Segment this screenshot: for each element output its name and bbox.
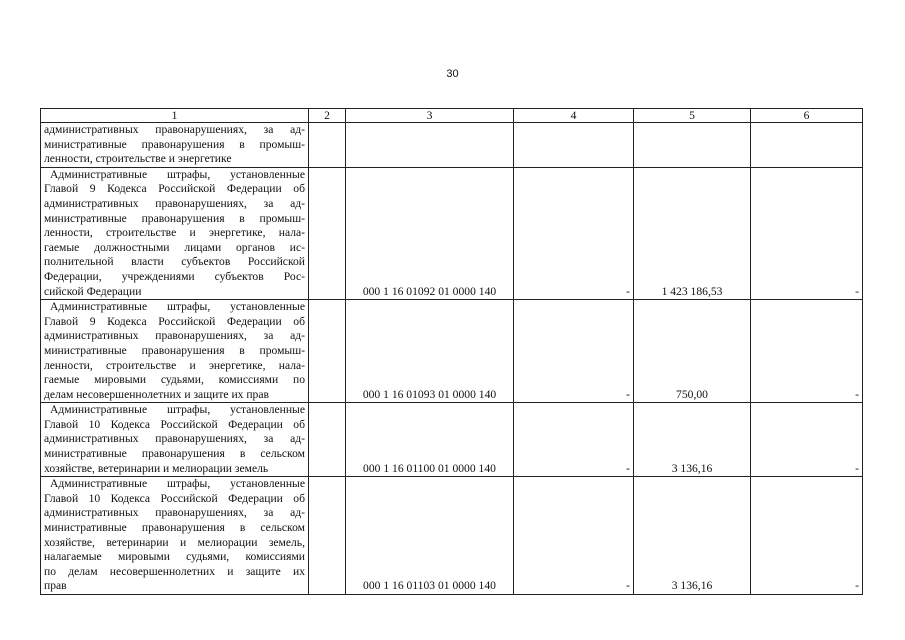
description-line: ленности, строительстве и энергетике, нала- — [44, 226, 305, 240]
table-row — [41, 300, 863, 403]
description-line: хозяйстве, ветеринарии и мелиорации земель, — [44, 535, 305, 549]
description-cell — [41, 403, 309, 477]
description-line: ленности, строительстве и энергетике — [44, 152, 232, 166]
description-line: Административные штрафы, установленные — [50, 167, 305, 181]
amount-cell: 1 423 186,53 — [634, 167, 751, 299]
description-line: хозяйстве, ветеринарии и мелиорации земель — [44, 461, 269, 475]
description-cell — [41, 123, 309, 168]
table-row — [41, 167, 863, 299]
description-line: Федерации, учреждениями субъектов Рос- — [44, 269, 305, 283]
description-line: по делам несовершеннолетних и защите их — [44, 564, 305, 578]
description-line: гаемые должностными лицами органов ис- — [44, 240, 305, 254]
description-line: сийской Федерации — [44, 284, 142, 298]
table-row — [41, 123, 863, 168]
description-line: административных правонарушениях, за ад- — [44, 196, 305, 210]
col2-cell — [309, 123, 346, 168]
column-header: 5 — [634, 109, 751, 123]
amount-cell: 3 136,16 — [634, 403, 751, 477]
description-line: министративные правонарушения в промыш- — [44, 211, 305, 225]
table-header-row — [41, 109, 863, 123]
description-line: гаемые мировыми судьями, комиссиями по — [44, 373, 305, 387]
col4-cell — [514, 123, 634, 168]
description-line: ленности, строительстве и энергетике, нала- — [44, 358, 305, 372]
col2-cell — [309, 167, 346, 299]
column-header: 4 — [514, 109, 634, 123]
col2-cell — [309, 300, 346, 403]
description-line: министративные правонарушения в сельском — [44, 447, 305, 461]
description-cell — [41, 477, 309, 595]
col6-cell: - — [751, 167, 863, 299]
column-header: 6 — [751, 109, 863, 123]
column-header: 1 — [41, 109, 309, 123]
col4-cell: - — [514, 300, 634, 403]
description-cell — [41, 300, 309, 403]
description-line: министративные правонарушения в промыш- — [44, 137, 305, 151]
table-row — [41, 403, 863, 477]
description-line: министративные правонарушения в сельском — [44, 521, 305, 535]
description-line: налагаемые мировыми судьями, комиссиями — [44, 550, 305, 564]
code-cell: 000 1 16 01092 01 0000 140 — [346, 167, 514, 299]
code-cell: 000 1 16 01100 01 0000 140 — [346, 403, 514, 477]
code-cell — [346, 123, 514, 168]
description-line: прав — [44, 579, 67, 593]
revenue-table — [40, 108, 863, 595]
col6-cell — [751, 123, 863, 168]
code-cell: 000 1 16 01103 01 0000 140 — [346, 477, 514, 595]
amount-cell: 3 136,16 — [634, 477, 751, 595]
amount-cell: 750,00 — [634, 300, 751, 403]
col6-cell: - — [751, 300, 863, 403]
col6-cell: - — [751, 477, 863, 595]
page-number: 30 — [446, 68, 459, 80]
column-header: 2 — [309, 109, 346, 123]
description-line: Административные штрафы, установленные — [50, 403, 305, 417]
column-header: 3 — [346, 109, 514, 123]
description-line: Главой 10 Кодекса Российской Федерации об — [44, 491, 305, 505]
col2-cell — [309, 403, 346, 477]
col2-cell — [309, 477, 346, 595]
description-line: административных правонарушениях, за ад- — [44, 432, 305, 446]
description-line: делам несовершеннолетних и защите их прав — [44, 387, 269, 401]
table-row — [41, 477, 863, 595]
amount-cell — [634, 123, 751, 168]
col4-cell: - — [514, 403, 634, 477]
description-cell — [41, 167, 309, 299]
description-line: Главой 9 Кодекса Российской Федерации об — [44, 182, 305, 196]
col6-cell: - — [751, 403, 863, 477]
description-line: Главой 9 Кодекса Российской Федерации об — [44, 314, 305, 328]
description-line: Административные штрафы, установленные — [50, 300, 305, 314]
col4-cell: - — [514, 167, 634, 299]
description-line: административных правонарушениях, за ад- — [44, 123, 305, 136]
description-line: министративные правонарушения в промыш- — [44, 343, 305, 357]
description-line: административных правонарушениях, за ад- — [44, 506, 305, 520]
description-line: Главой 10 Кодекса Российской Федерации об — [44, 417, 305, 431]
description-line: административных правонарушениях, за ад- — [44, 329, 305, 343]
code-cell: 000 1 16 01093 01 0000 140 — [346, 300, 514, 403]
description-line: полнительной власти субъектов Российской — [44, 255, 305, 269]
col4-cell: - — [514, 477, 634, 595]
description-line: Административные штрафы, установленные — [50, 477, 305, 491]
